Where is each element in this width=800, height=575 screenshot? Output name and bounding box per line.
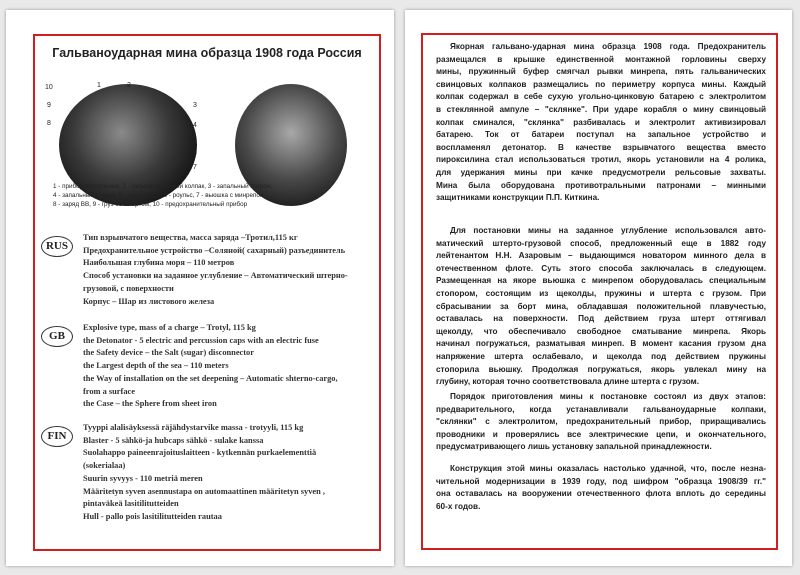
left-page <box>6 10 394 566</box>
text-line: пироксилина стал использоваться тротил, якорь установили на 4 ролика, <box>436 155 766 165</box>
callout-label: 2 <box>127 82 131 89</box>
left-page-frame <box>33 34 381 551</box>
text-line: напряжение штерта ослабевало, и щеколда под действием пружины <box>436 351 766 361</box>
language-badge-gb: GB <box>41 326 73 347</box>
spec-line: грузовой, с поверхности <box>83 283 174 293</box>
text-line: глубину, которая точно соответствовала длине штерта с грузом. <box>436 377 699 387</box>
text-line: Для постановки мины на заданное углубление использовался авто- <box>450 226 766 235</box>
right-page <box>405 10 792 566</box>
spec-line: Määritetyn syven asennustapa on automaattinen määritetyn syven , <box>83 486 325 496</box>
spec-line: Предохранительное устройство –Соляной( сахарный) разъединитель <box>83 245 346 255</box>
text-line: предварительного, когда устанавливали гальваноударные колпаки, <box>436 404 766 414</box>
text-line: сбрасывании за борт мина, обладавшая положительной плавучестью, <box>436 301 766 311</box>
spec-lines-fin <box>83 422 381 524</box>
spec-line: pintaväkeä lasitilitutteiden <box>83 499 179 509</box>
spec-line: Hull - pallo pois lasitilitutteiden rautaa <box>83 511 222 521</box>
text-line: Порядок приготовления мины к постановке состоял из двух этапов: <box>450 392 766 401</box>
callout-label: 5 <box>193 136 197 143</box>
text-line: "склянки" с электролитом, предохранительный прибор, приращивались <box>436 417 766 427</box>
text-line: Размещенная на якоре вьюшка с минрепом оборудовалась специальным <box>436 276 766 286</box>
text-line: Конструкция этой мины оказалась настолько удачной, что, после незна- <box>450 464 766 473</box>
spec-line: the Way of installation on the set deepening – Automatic shterno-cargo, <box>83 373 338 383</box>
callout-label: 8 <box>47 120 51 127</box>
language-badge-fin: FIN <box>41 426 73 447</box>
spec-line: Explosive type, mass of a charge – Trotyl, 115 kg <box>83 323 256 332</box>
spec-line: Tyyppi alalisäyksessä räjähdystarvike massa - trotyyli, 115 kg <box>83 423 304 432</box>
spec-line: the Detonator - 5 electric and percussion caps with an electric fuse <box>83 335 319 345</box>
text-line: оставалась на поверхности. Под действием груза штерт оттягивал <box>436 314 766 324</box>
text-line: батарею. Ток от батареи поступал на запальное устройство и <box>436 130 766 140</box>
text-line: Якорная гальвано-ударная мина образца 1908 года. Предохранитель <box>450 42 766 51</box>
spec-line: (sokerialaa) <box>83 461 126 471</box>
spec-line: Способ установки на заданное углубление – Автоматический штерно- <box>83 271 348 281</box>
spec-line: the Case – the Sphere from sheet iron <box>83 399 217 409</box>
spec-line: the Safety device – the Salt (sugar) disconnector <box>83 348 254 358</box>
spec-line: Suurin syvyys - 110 metriä meren <box>83 473 203 483</box>
text-line: проводники и проверялись все электрические цепи, и окончательного, <box>436 429 766 439</box>
text-line: свинцовых колпаков размещались по периметру корпуса мины. Каждый <box>436 79 766 89</box>
spec-line: Корпус – Шар из листового железа <box>83 296 215 306</box>
text-line: для удержания мины при качке предусмотрели рельсовые захваты. <box>436 167 766 177</box>
spec-line: Тип взрывчатого вещества, масса заряда –Тротил,115 кг <box>83 233 298 242</box>
spec-line: Blaster - 5 sähkö-ja hubcaps sähkö - sulake kanssa <box>83 435 264 445</box>
language-badge-rus: RUS <box>41 236 73 257</box>
history-paragraph-4 <box>436 463 766 513</box>
text-line: отечественном флоте. Суть этого способа заключалась в следующем. <box>436 263 766 273</box>
history-paragraph-1 <box>436 41 766 205</box>
spec-lines-gb <box>83 322 381 411</box>
callout-label: 7 <box>193 164 197 171</box>
callout-label: 4 <box>193 122 197 129</box>
text-line: колпак сминался, "склянка" разбивалась и электролит активизировал <box>436 117 766 127</box>
history-paragraph-3 <box>436 391 766 454</box>
text-line: лейтенантом Н.Н. Азаровым – выдающимся новатором минного дела в <box>436 251 766 261</box>
spec-line: from a surface <box>83 386 135 396</box>
callout-label: 9 <box>47 102 51 109</box>
callout-label: 6 <box>193 150 197 157</box>
history-paragraph-2 <box>436 225 766 389</box>
text-line: размещался в крышке единственной монтажной горловины сверху <box>436 54 766 64</box>
text-line: Мина была оборудована противотральными патронами – минными <box>436 180 766 190</box>
text-line: матический штерто-грузовой способ, предложенный еще в 1882 году <box>436 238 766 248</box>
legend-line: 1 - прибор потопления, 2 - гальваноударный колпак, 3 - запальный патрон, <box>53 183 273 190</box>
spec-line: Наибольшая глубина моря – 110 метров <box>83 258 235 268</box>
text-line: чительной модернизации в 1939 году, под шифром "образца 1908/39 гг." <box>436 476 766 486</box>
callout-label: 1 <box>97 82 101 89</box>
legend-line: 4 - запальный стакан, 5 - лапа якоря, 6 - роульс, 7 - вьюшка с минрепом, <box>53 192 266 199</box>
text-line: предусматривающего лишь установку запальной принадлежности. <box>436 442 712 452</box>
spec-line: the Largest depth of the sea – 110 meters <box>83 361 229 371</box>
text-line: она оставалась на вооружении отечественного флота вплоть до середины <box>436 489 766 499</box>
legend-line: 8 - заряд ВВ, 9 - груз со штертом, 10 - предохранительный прибор <box>53 201 248 208</box>
text-line: в стеклянной ампуле – "склянке". При ударе корабля о мину свинцовый <box>436 104 766 114</box>
callout-label: 10 <box>45 84 53 91</box>
text-line: стопором, состоящим из щеколды, пружины и штерта с грузом. При <box>436 288 766 298</box>
right-page-frame <box>421 33 778 550</box>
text-line: воспламенял детонатор. В качестве взрывчатого вещества вместо <box>436 142 766 152</box>
text-line: защитниками конструкции П.П. Киткина. <box>436 193 600 203</box>
spec-lines-rus <box>83 232 381 308</box>
page-title: Гальваноударная мина образца 1908 года Россия <box>52 46 362 60</box>
text-line: начинал погружаться, разматывая минреп. В момент касания грузом дна <box>436 339 766 349</box>
spec-line: Suolahappo paineenrajoituslaitteen - kytkennän purkaelementtiä <box>83 448 317 458</box>
text-line: колпак содержал в себе сухую угольно-цинковую батарею с электролитом <box>436 92 766 102</box>
text-line: 60-х годов. <box>436 501 481 511</box>
callout-label: 3 <box>193 102 197 109</box>
text-line: мины, пружинный буфер смягчал рывки минрепа, пять гальванических <box>436 67 766 77</box>
text-line: стопорила вьюшку. Продолжая погружаться, якорь увлекал мину на <box>436 364 766 374</box>
text-line: щеколду, что обеспечивало свободное сматывание минрепа. Якорь <box>436 326 766 336</box>
parts-legend <box>53 182 353 209</box>
